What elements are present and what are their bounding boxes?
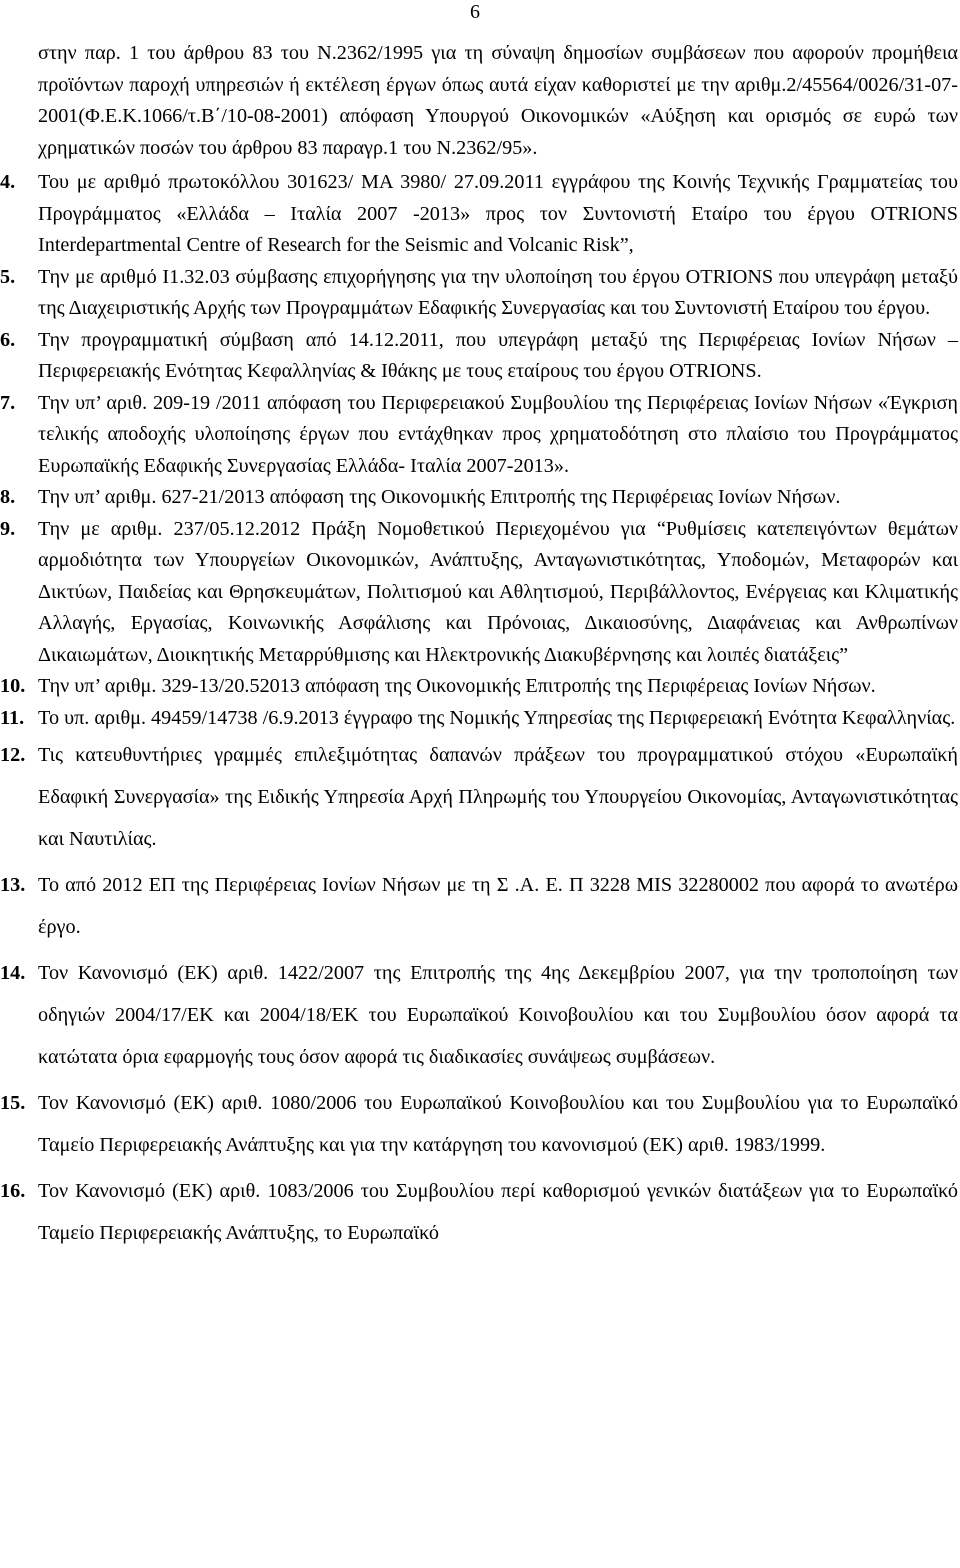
item-number: 5. <box>0 265 16 288</box>
item-text: Την υπ’ αριθ. 209-19 /2011 απόφαση του Περιφερειακού Συμβουλίου της Περιφέρειας Ιονίων Νήσων «Έγκριση τελικής αποδοχής υλοποίησης έργων που εντάχθηκαν προς χρηματοδότηση στο πλαίσιο του Προγράμματος Ευρωπαϊκής Εδαφικής Συνεργασίας Ελλάδα- Ιταλία 2007-2013». <box>38 391 958 477</box>
item-text: Την υπ’ αριθμ. 329-13/20.52013 απόφαση της Οικονομικής Επιτροπής της Περιφέρειας Ιονίων Νήσων. <box>38 675 876 697</box>
item-text: Τον Κανονισμό (ΕΚ) αριθ. 1422/2007 της Επιτροπής της 4ης Δεκεμβρίου 2007, για την τροποποίηση των οδηγιών 2004/17/ΕΚ και 2004/18/ΕΚ του Ευρωπαϊκού Κοινοβουλίου και του Συμβουλίου όσον αφορά τα κατώτατα όρια εφαρμογής τους όσον αφορά τις διαδικασίες συνάψεως συμβάσεων. <box>38 962 958 1068</box>
list-item-16 <box>0 1170 958 1254</box>
item-text: Την υπ’ αριθμ. 627-21/2013 απόφαση της Οικονομικής Επιτροπής της Περιφέρειας Ιονίων Νήσων. <box>38 486 841 508</box>
item-text: Τον Κανονισμό (ΕΚ) αριθ. 1080/2006 του Ευρωπαϊκού Κοινοβουλίου και του Συμβουλίου για το Ευρωπαϊκό Ταμείο Περιφερειακής Ανάπτυξης και για την κατάργηση του κανονισμού (ΕΚ) αριθ. 1983/1999. <box>38 1092 958 1156</box>
item-text: Την με αριθμ. 237/05.12.2012 Πράξη Νομοθετικού Περιεχομένου για “Ρυθμίσεις κατεπειγόντων θεμάτων αρμοδιότητα των Υπουργείων Οικονομικών, Ανάπτυξης, Ανταγωνιστικότητας, Υποδομών, Μεταφορών και Δικτύων, Παιδείας και Θρησκευμάτων, Πολιτισμού και Αθλητισμού, Περιβάλλοντος, Ενέργειας και Κλιματικής Αλλαγής, Εργασίας, Κοινωνικής Ασφάλισης και Πρόνοιας, Δικαιοσύνης, Διαφάνειας και Ανθρωπίνων Δικαιωμάτων, Διοικητικής Μεταρρύθμισης και Ηλεκτρονικής Διακυβέρνησης και λοιπές διατάξεις” <box>38 517 958 666</box>
item-number: 11. <box>0 706 25 729</box>
page-number: 6 <box>470 1 480 23</box>
item-text: Την προγραμματική σύμβαση από 14.12.2011, που υπεγράφη μεταξύ της Περιφέρειας Ιονίων Νήσων – Περιφερειακής Ενότητας Κεφαλληνίας & Ιθάκης με τους εταίρους του έργου OTRIONS. <box>38 328 958 382</box>
list-item-6 <box>0 325 958 388</box>
list-item-15 <box>0 1082 958 1166</box>
list-item-13 <box>0 864 958 948</box>
item-number: 13. <box>0 874 26 896</box>
list-item-10 <box>0 671 958 703</box>
item-number: 9. <box>0 517 16 540</box>
item-text: Το υπ. αριθμ. 49459/14738 /6.9.2013 έγγραφο της Νομικής Υπηρεσίας της Περιφερειακή Ενότητα Κεφαλληνίας. <box>38 706 956 729</box>
item-text: Το από 2012 ΕΠ της Περιφέρειας Ιονίων Νήσων με τη Σ .Α. Ε. Π 3228 MIS 32280002 που αφορά το ανωτέρω έργο. <box>38 874 958 938</box>
list-item-11 <box>0 703 958 735</box>
list-item-14 <box>0 952 958 1078</box>
item-number: 16. <box>0 1180 26 1202</box>
document-body <box>0 38 958 1254</box>
item-text: Τον Κανονισμό (ΕΚ) αριθ. 1083/2006 του Συμβουλίου περί καθορισμού γενικών διατάξεων για το Ευρωπαϊκό Ταμείο Περιφερειακής Ανάπτυξης, το Ευρωπαϊκό <box>38 1180 958 1244</box>
item-text: Τις κατευθυντήριες γραμμές επιλεξιμότητας δαπανών πράξεων του προγραμματικού στόχου «Ευρωπαϊκή Εδαφική Συνεργασία» της Ειδικής Υπηρεσία Αρχή Πληρωμής του Υπουργείου Οικονομίας, Ανταγωνιστικότητας και Ναυτιλίας. <box>38 744 958 850</box>
list-item-8 <box>0 482 958 514</box>
item-number: 15. <box>0 1092 26 1114</box>
item-number: 4. <box>0 171 16 193</box>
list-item-5 <box>0 262 958 325</box>
intro-paragraph: στην παρ. 1 του άρθρου 83 του Ν.2362/1995 για τη σύναψη δημοσίων συμβάσεων που αφορούν προμήθεια προϊόντων παροχή υπηρεσιών ή εκτέλεση έργων όπως αυτά είχαν καθοριστεί με την αριθμ.2/45564/0026/31-07-2001(Φ.Ε.Κ.1066/τ.Β΄/10-08-2001) απόφαση Υπουργού Οικονομικών «Αύξηση και ορισμός σε ευρώ των χρηματικών ποσών του άρθρου 83 παραγρ.1 του Ν.2362/95». <box>38 42 958 159</box>
list-item-12 <box>0 734 958 860</box>
item-number: 7. <box>0 391 16 414</box>
list-item-4 <box>0 167 958 262</box>
item-number: 8. <box>0 486 16 508</box>
item-number: 14. <box>0 962 26 984</box>
item-number: 6. <box>0 328 16 351</box>
item-text: Του με αριθμό πρωτοκόλλου 301623/ ΜΑ 3980/ 27.09.2011 εγγράφου της Κοινής Τεχνικής Γραμματείας του Προγράμματος «Ελλάδα – Ιταλία 2007 -2013» προς τον Συντονιστή Εταίρο του έργου OTRIONS Interdepartmental Centre of Research for the Seismic and Volcanic Risk”, <box>38 171 958 256</box>
list-item-7 <box>0 388 958 483</box>
list-item-9 <box>0 514 958 672</box>
item-text: Την με αριθμό Ι1.32.03 σύμβασης επιχορήγησης για την υλοποίηση του έργου OTRIONS που υπεγράφη μεταξύ της Διαχειριστικής Αρχής των Προγραμμάτων Εδαφικής Συνεργασίας και του Συντονιστή Εταίρου του έργου. <box>38 265 958 319</box>
item-number: 12. <box>0 744 26 766</box>
item-number: 10. <box>0 675 26 697</box>
